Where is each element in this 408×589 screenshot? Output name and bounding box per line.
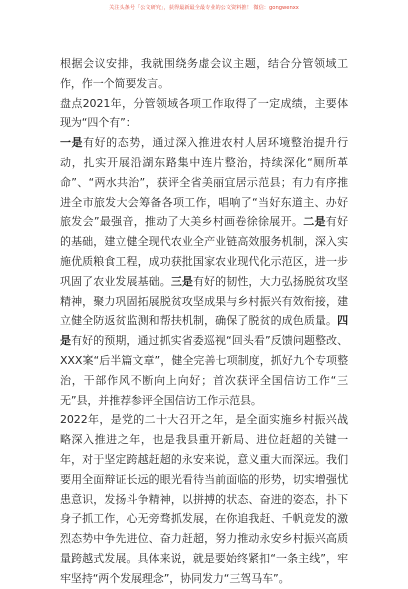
point-3-label: 三是 — [170, 274, 194, 288]
paragraph-1 — [60, 54, 348, 410]
point-4-label: 四是 — [60, 314, 348, 348]
p1-sentence-1: 根据会议安排，我就围绕务虚会议主题，结合分管领域工作，作一个简要发言。 — [60, 57, 348, 90]
header-banner: 关注头条号「公文研究」，获得最新最全最专业的公文资料推！ 微信：gongwenxx — [109, 5, 299, 11]
point-1-text: 有好的态势，通过深入推进农村人居环境整治提升行动，扎实开展沿湖东路集中连片整治，持续深化“厕所革命”、“两水共治”，获评全省美丽宜居示范县；有力有序推进全市旅发大会筹备各项工作，唱响了“当好东道主、办好旅发会”最强音，推动了大美乡村画卷徐徐展开。 — [60, 136, 348, 229]
p1-sentence-2: 盘点2021年，分管领域各项工作取得了一定成绩，主要体现为“四个有”： — [60, 96, 348, 130]
point-4-text: 有好的预期，通过抓实省委巡视“回头看”反馈问题整改、XXX案“后半篇文章”，健全完善七项制度，抓好九个专项整治，干部作风不断向上向好；首次获评全国信访工作“三无”县，并推荐参评全国信访工作示范县。 — [60, 334, 349, 407]
paragraph-2: 2022年，是党的二十大召开之年，是全面实施乡村振兴战略深入推进之年，也是我县重开新局、进位赶超的关键一年，对于坚定跨越赶超的永安来说，意义重大而深远。我们要用全面辩证长远的眼光看待当前面临的形势，切实增强忧患意识，发扬斗争精神，以拼搏的状态、奋进的姿态，扑下身子抓工作，心无旁骛抓发展，在你追我赶、千帆竞发的激烈态势中争先进位、奋力赶超，努力推动永安乡村振兴高质量跨越式发展。具体来说，就是要始终紧扣“一条主线”，牢牢坚持“两个发展理念”，协同发力“三驾马车”。 — [60, 413, 348, 585]
point-1-label: 一是 — [60, 136, 84, 150]
point-2-text: 有好的基础，建立健全现代农业全产业链高效服务机制，深入实施优质粮食工程，成功获批国家农业现代化示范区，进一步巩固了农业发展基础。 — [60, 215, 348, 288]
point-2-label: 二是 — [303, 215, 326, 229]
point-3-text: 有好的韧性，大力弘扬脱贫攻坚精神，聚力巩固拓展脱贫攻坚成果与乡村振兴有效衔接，建立健全防返贫监测和帮扶机制，确保了脱贫的成色质量。 — [60, 274, 348, 328]
document-body — [60, 54, 348, 589]
